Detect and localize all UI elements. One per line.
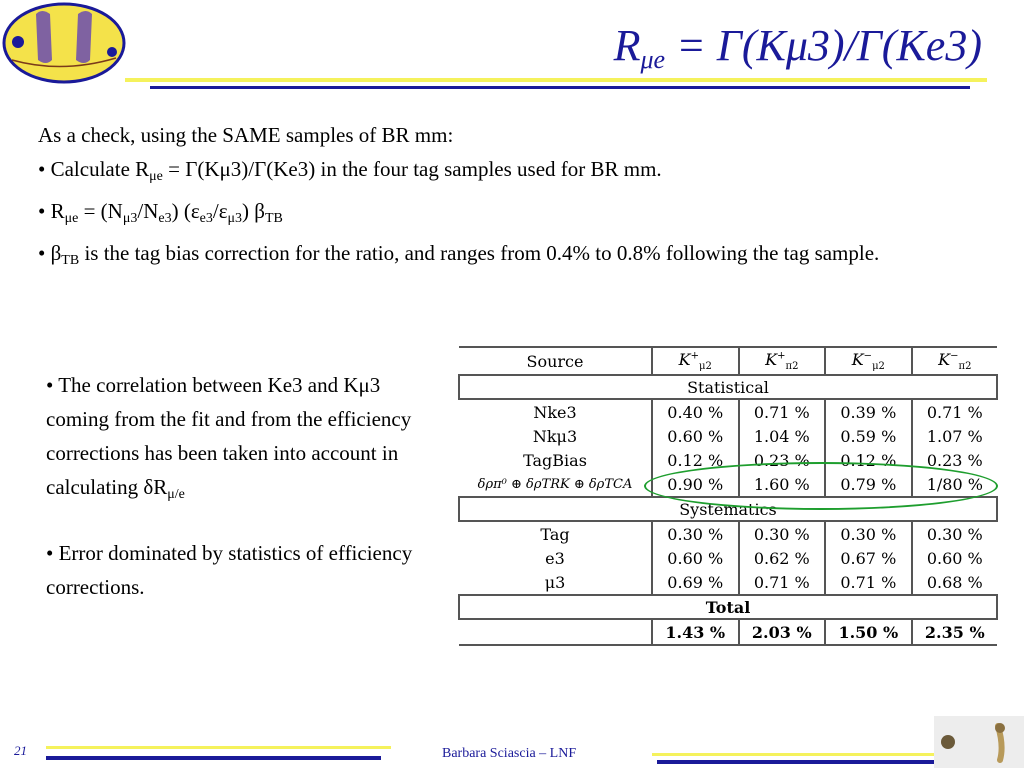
col-kpi2-plus: $K^+_{\pi 2}$	[739, 347, 826, 375]
col-kpi2-minus: $K^-_{\pi 2}$	[912, 347, 997, 375]
table-row: TagBias 0.12 % 0.23 % 0.12 % 0.23 %	[459, 448, 997, 472]
section-systematics: Systematics	[459, 497, 997, 521]
title-underline-blue	[150, 86, 970, 89]
corner-decoration-icon	[934, 716, 1024, 768]
title-underline-yellow	[125, 78, 987, 82]
col-kmu2-minus: $K^-_{\mu 2}$	[825, 347, 912, 375]
intro-bullet-1: • Calculate $R_{\mu e} = \Gamma(K\mu 3)/\Gamma(Ke3)$ in the four tag samples used for BR mm.	[38, 157, 662, 184]
footer-line	[652, 753, 982, 756]
table-row: Tag 0.30 % 0.30 % 0.30 % 0.30 %	[459, 521, 997, 546]
left-bullets	[46, 368, 416, 628]
intro-bullet-3: • $\beta_{TB}$ is the tag bias correction for the ratio, and ranges from 0.4% to 0.8% following the tag sample.	[38, 241, 880, 268]
col-source: Source	[459, 347, 652, 375]
table-row: e3 0.60 % 0.62 % 0.67 % 0.60 %	[459, 546, 997, 570]
footer-line	[46, 756, 381, 760]
bullet-error: • Error dominated by statistics of efficiency corrections.	[46, 541, 413, 599]
table-header-row	[459, 347, 997, 375]
footer-line	[46, 746, 391, 749]
footer-author: Barbara Sciascia – LNF	[442, 746, 577, 761]
total-row: 1.43 % 2.03 % 1.50 % 2.35 %	[459, 619, 997, 645]
intro-block	[38, 118, 918, 278]
table-row: Nke3 0.40 % 0.71 % 0.39 % 0.71 %	[459, 399, 997, 424]
page-number: 21	[14, 743, 27, 758]
section-total: Total	[459, 595, 997, 619]
intro-line: As a check, using the SAME samples of BR mm:	[38, 123, 454, 147]
slide-title: $R_{\mu e} = \Gamma(K\mu 3)/\Gamma(Ke3)$	[613, 21, 982, 74]
table-row: δρπ⁰ ⊕ δρTRK ⊕ δρTCA 0.90 % 1.60 % 0.79 % 1/80 %	[459, 472, 997, 497]
bullet-correlation: • The correlation between Ke3 and Kμ3 coming from the fit and from the efficiency corrections has been taken into account in calculating $\delta R_{\mu/e}$	[46, 373, 412, 502]
kloe-logo	[2, 2, 126, 84]
table-row: Nkμ3 0.60 % 1.04 % 0.59 % 1.07 %	[459, 424, 997, 448]
error-table	[458, 346, 998, 646]
table-row: μ3 0.69 % 0.71 % 0.71 % 0.68 %	[459, 570, 997, 595]
intro-bullet-2: • $R_{\mu e} = (N_{\mu 3}/N_{e3})$ $(\varepsilon_{e3}/\varepsilon_{\mu 3})$ $\beta_{TB}$	[38, 199, 283, 226]
col-kmu2-plus: $K^+_{\mu 2}$	[652, 347, 739, 375]
section-statistical: Statistical	[459, 375, 997, 399]
